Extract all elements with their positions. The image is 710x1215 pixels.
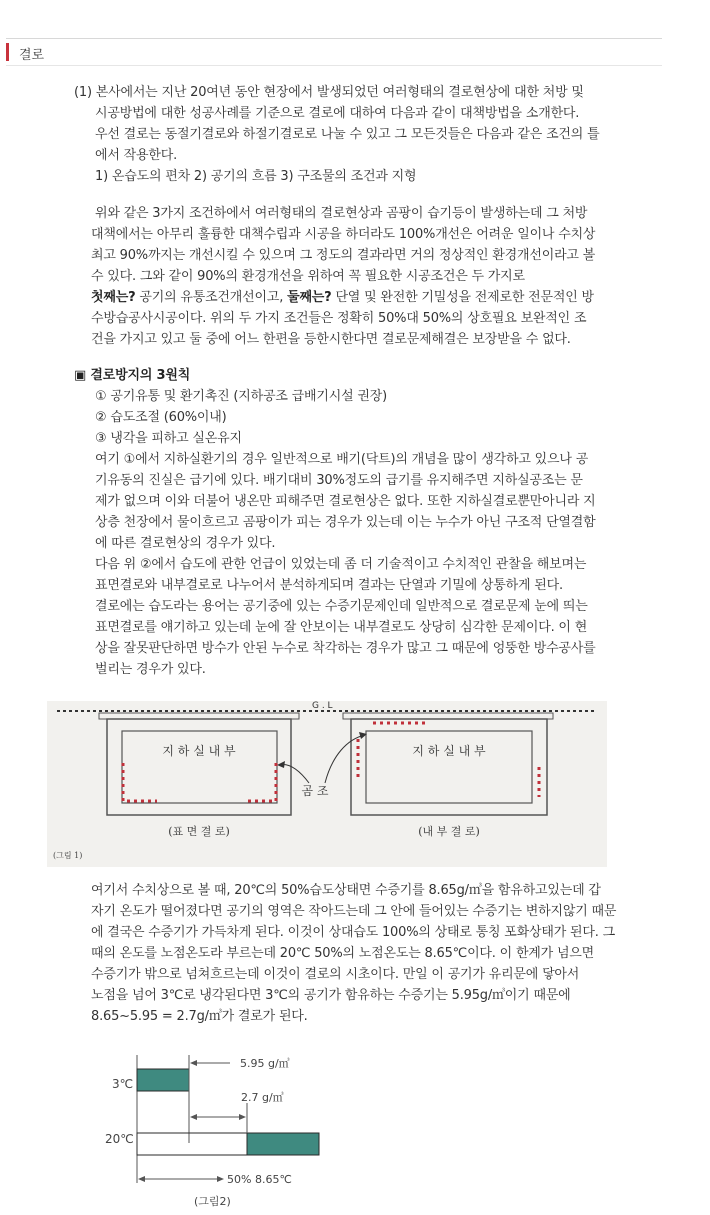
- section-header: [6, 38, 662, 66]
- label-bottom: 50% 8.65℃: [227, 1173, 292, 1186]
- caption-surface: (표 면 결 로): [168, 825, 230, 838]
- principle-item-2: ② 습도조절 (60%이내): [95, 410, 227, 425]
- arrow-50-right: [217, 1176, 224, 1182]
- para2-line-1: 위와 같은 3가지 조건하에서 여러형태의 결로현상과 곰팡이 습기등이 발생하는데 그 처방: [95, 206, 588, 221]
- principle-item-3: ③ 냉각을 피하고 실온유지: [95, 431, 242, 446]
- ground-line-label: G . L: [312, 701, 333, 711]
- principle-item-1: ① 공기유통 및 환기촉진 (지하공조 급배기시설 권장): [95, 389, 387, 404]
- figure-2-dewpoint-diagram: [100, 1045, 340, 1215]
- principles-title: ▣ 결로방지의 3원칙: [74, 368, 191, 383]
- label-27: 2.7 g/㎥: [241, 1091, 284, 1104]
- para4-line-6: 노점을 넘어 3℃로 냉각된다면 3℃의 공기가 함유하는 수증기는 5.95g/㎥이기 때문에: [91, 988, 571, 1003]
- principles-line-1: 여기 ①에서 지하실환기의 경우 일반적으로 배기(닥트)의 개념을 많이 생각하고 있으나 공: [95, 452, 589, 467]
- bar-20c-fill: [247, 1133, 319, 1155]
- intro-line-4: 에서 작용한다.: [95, 148, 178, 163]
- bar-3c-fill: [137, 1069, 189, 1091]
- para2-line-6: 수방습공사시공이다. 위의 두 가지 조건들은 정확히 50%대 50%의 상호필요 보완적인 조: [91, 311, 587, 326]
- principles-line-7: 표면결로와 내부결로로 나누어서 분석하게되며 결과는 단열과 기밀에 상통하게 된다.: [95, 578, 563, 593]
- first-label: 첫째는?: [91, 290, 136, 305]
- principles-line-5: 에 따른 결로현상의 경우가 있다.: [95, 536, 276, 551]
- para2-line-4: 수 있다. 그와 같이 90%의 환경개선을 위하여 꼭 필요한 시공조건은 두 가지로: [91, 269, 525, 284]
- intro-line-3: 우선 결로는 동절기결로와 하절기결로로 나눌 수 있고 그 모든것들은 다음과 같은 조건의 틀: [95, 127, 600, 142]
- figure-1-condensation-diagram: [47, 701, 607, 867]
- principles-line-4: 상층 천장에서 물이흐르고 곰팡이가 피는 경우가 있는데 이는 누수가 아닌 구조적 단열결함: [95, 515, 596, 530]
- first-text: 공기의 유통조건개선이고,: [135, 290, 288, 305]
- second-text: 단열 및 완전한 기밀성을 전제로한 전문적인 방: [331, 290, 594, 305]
- figure-1-label: (그림 1): [53, 851, 83, 860]
- header-accent-bar: [6, 43, 9, 61]
- mold-label: 곰 조: [301, 784, 329, 798]
- para4-line-7: 8.65~5.95 = 2.7g/㎥가 결로가 된다.: [91, 1009, 308, 1024]
- label-3c: 3℃: [112, 1077, 134, 1091]
- para4-line-4: 때의 온도를 노점온도라 부르는데 20℃ 50%의 노점온도는 8.65℃이다. 이 한계가 넘으면: [91, 946, 595, 961]
- left-room-label: 지 하 실 내 부: [162, 744, 236, 758]
- label-20c: 20℃: [105, 1132, 134, 1146]
- arrow-595: [190, 1060, 197, 1066]
- arrow-50-left: [138, 1176, 145, 1182]
- caption-internal: (내 부 결 로): [418, 825, 480, 838]
- para2-line-3: 최고 90%까지는 개선시킬 수 있으며 그 정도의 결과라면 거의 정상적인 환경개선이라고 볼: [91, 248, 596, 263]
- right-room-label: 지 하 실 내 부: [412, 744, 486, 758]
- arrow-27-right: [239, 1114, 246, 1120]
- para2-line-2: 대책에서는 아무리 훌륭한 대책수립과 시공을 하더라도 100%개선은 어려운 일이나 수치상: [91, 227, 596, 242]
- intro-conditions: 1) 온습도의 편차 2) 공기의 흐름 3) 구조물의 조건과 지형: [95, 169, 417, 184]
- second-label: 둘째는?: [287, 290, 332, 305]
- intro-line-2: 시공방법에 대한 성공사례를 기준으로 결로에 대하여 다음과 같이 대책방법을 소개한다.: [95, 106, 580, 121]
- para4-line-2: 자기 온도가 떨어졌다면 공기의 영역은 작아드는데 그 안에 들어있는 수증기는 변하지않기 때문: [91, 904, 617, 919]
- principles-line-11: 벌리는 경우가 있다.: [95, 662, 206, 677]
- principles-line-8: 결로에는 습도라는 용어는 공기중에 있는 수증기문제인데 일반적으로 결로문제 눈에 띄는: [95, 599, 588, 614]
- para2-line-7: 건을 가지고 있고 둘 중에 어느 한편을 등한시한다면 결로문제해결은 보장받을 수 없다.: [91, 332, 571, 347]
- para4-line-5: 수증기가 밖으로 넘쳐흐르는데 이것이 결로의 시초이다. 만일 이 공기가 유리문에 닿아서: [91, 967, 580, 982]
- para4-line-1: 여기서 수치상으로 볼 때, 20℃의 50%습도상태면 수증기를 8.65g/㎥을 함유하고있는데 갑: [91, 883, 601, 898]
- intro-line-1: (1) 본사에서는 지난 20여년 동안 현장에서 발생되었던 여러형태의 결로현상에 대한 처방 및: [74, 85, 584, 100]
- arrow-27-left: [190, 1114, 197, 1120]
- principles-line-9: 표면결로를 얘기하고 있는데 눈에 잘 안보이는 내부결로도 상당히 심각한 문제이다. 이 현: [95, 620, 588, 635]
- para4-line-3: 에 결국은 수증기가 가득차게 된다. 이것이 상대습도 100%의 상태로 통칭 포화상태가 된다. 그: [91, 925, 615, 940]
- principles-line-6: 다음 위 ②에서 습도에 관한 언급이 있었는데 좀 더 기술적이고 수치적인 관찰을 해보며는: [95, 557, 587, 572]
- para2-line-5: [91, 286, 594, 305]
- principles-line-2: 기유동의 진실은 급기에 있다. 배기대비 30%정도의 급기를 유지해주면 지하실공조는 문: [95, 473, 583, 488]
- label-595: 5.95 g/㎥: [240, 1057, 290, 1070]
- section-title: 결로: [19, 48, 45, 63]
- principles-line-3: 제가 없으며 이와 더불어 냉온만 피해주면 결로현상은 없다. 또한 지하실결로뿐만아니라 지: [95, 494, 596, 509]
- figure-2-caption: (그림2): [194, 1195, 231, 1208]
- principles-line-10: 상을 잘못판단하면 방수가 안된 누수로 착각하는 경우가 많고 그 때문에 엉뚱한 방수공사를: [95, 641, 596, 656]
